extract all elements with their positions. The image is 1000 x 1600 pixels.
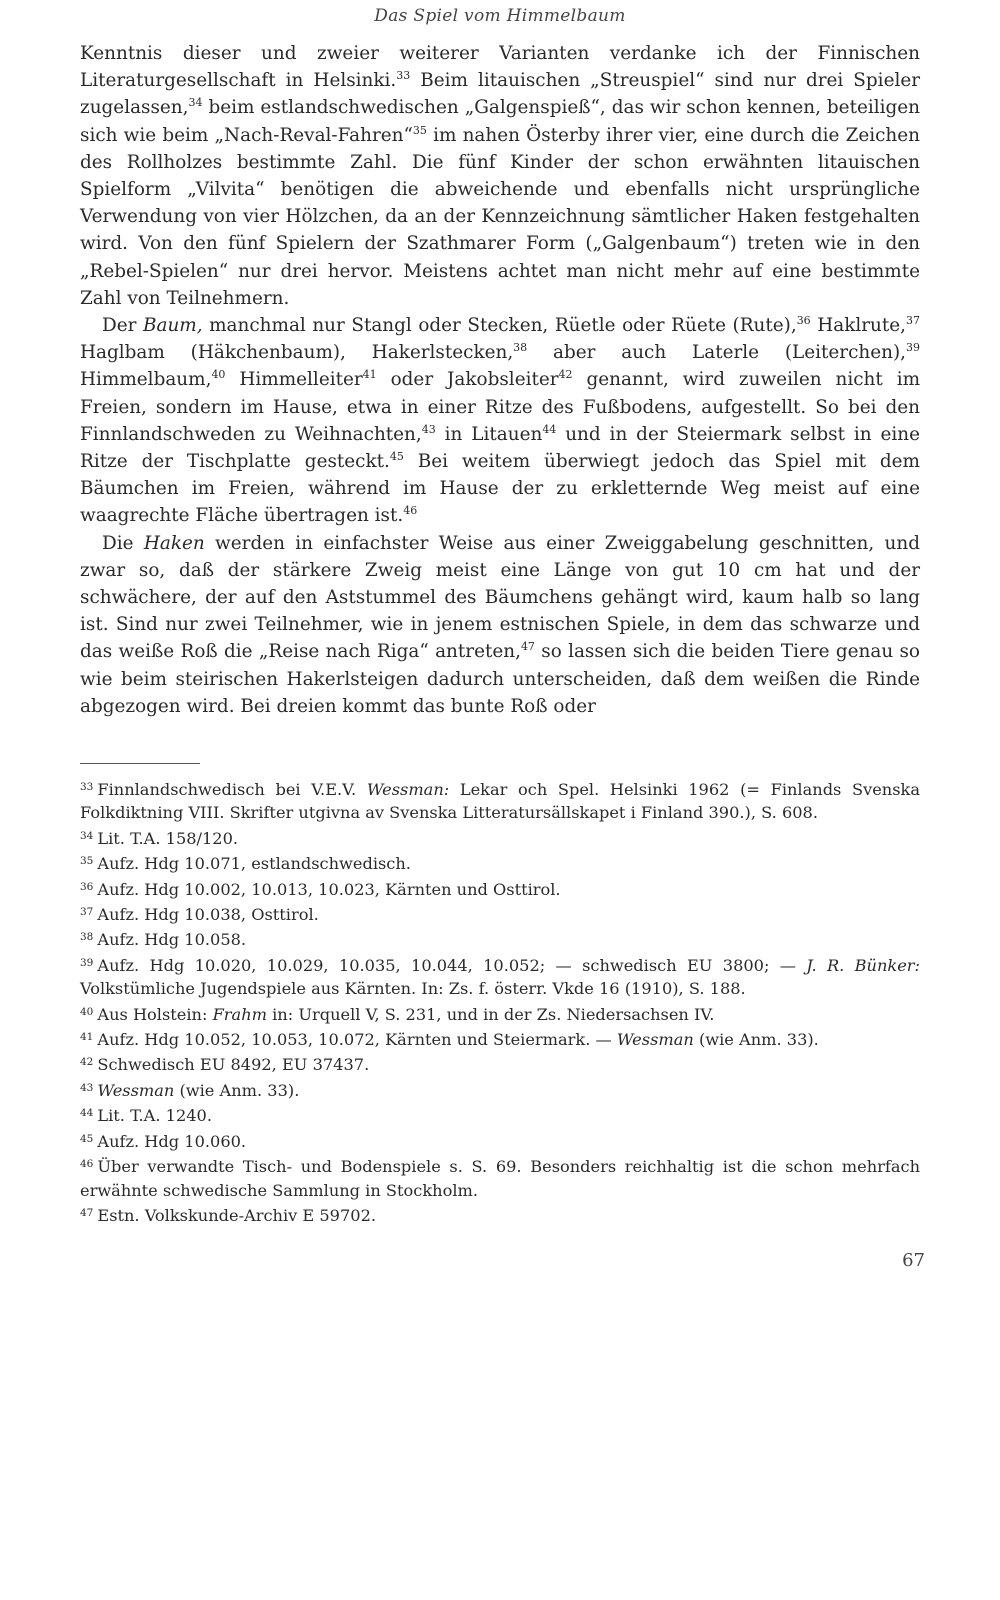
text-run: Finnlandschwedisch bei V.E.V. [97,780,367,799]
text-run: Aufz. Hdg 10.058. [97,930,247,950]
text-run: aber auch Laterle (Leiterchen), [527,342,906,364]
text-run: genannt, wird zuweilen nicht im Freien, sondern im Hause, etwa in einer Ritze des Fußbodens, aufgestellt. So bei den Finnlandschweden zu Weihnachten, [80,369,921,445]
text-run: Der [102,315,143,337]
text-run: Aufz. Hdg 10.020, 10.029, 10.035, 10.044, 10.052; — schwedisch EU 3800; — [97,955,807,975]
footnote-number: 42 [80,1056,94,1069]
footnote-number: 34 [80,829,94,842]
text-run: (wie Anm. 33). [693,1030,819,1050]
italic-text: J. R. Bünker: [806,955,920,975]
footnote-ref: 35 [412,123,427,137]
text-run: (wie Anm. 33). [174,1080,300,1100]
text-run: in: Urquell V, S. 231, und in der Zs. Niedersachsen IV. [266,1004,715,1024]
footnote [80,1102,920,1127]
text-run: Haglbam (Häkchenbaum), Hakerlstecken, [80,342,514,364]
text-run: Aufz. Hdg 10.071, estlandschwedisch. [97,854,411,874]
paragraph [80,312,920,530]
footnote-ref: 34 [188,96,203,110]
text-run: Aufz. Hdg 10.052, 10.053, 10.072, Kärnten und Steiermark. — [97,1030,617,1050]
text-run: Lit. T.A. 158/120. [97,828,239,848]
text-run: Himmelleiter [225,369,363,391]
italic-text: Haken [143,532,205,554]
footnote-number: 43 [80,1081,94,1094]
italic-text: Wessman [97,1080,175,1100]
body-text [80,40,920,720]
footnote-number: 41 [80,1031,94,1044]
footnote-number: 39 [80,956,94,969]
page-number: 67 [902,1250,925,1271]
footnotes [80,776,920,1227]
footnote-number: 37 [80,906,94,919]
text-run: Über verwandte Tisch- und Bodenspiele s. S. 69. Besonders reichhaltig ist die schon mehrfach erwähnte schwedische Sammlung in Stockholm. [80,1157,920,1200]
text-run: manchmal nur Stangl oder Stecken, Rüetle oder Rüete (Rute), [202,315,797,337]
footnote-number: 46 [80,1158,94,1171]
text-run: Aufz. Hdg 10.002, 10.013, 10.023, Kärnten und Osttirol. [97,879,561,899]
text-run: oder Jakobsleiter [376,369,559,391]
footnote-ref: 39 [906,341,920,355]
footnote-ref: 42 [558,368,573,382]
footnote-ref: 47 [520,640,535,654]
paragraph [80,530,920,720]
footnote [80,901,920,926]
footnote-ref: 38 [513,341,528,355]
footnote-number: 44 [80,1107,94,1120]
text-run: Aufz. Hdg 10.038, Osttirol. [97,905,319,925]
text-run: Schwedisch EU 8492, EU 37437. [97,1055,370,1075]
footnote [80,1153,920,1202]
footnote-ref: 36 [796,314,811,328]
italic-text: Frahm [212,1004,267,1024]
text-run: Haklrute, [810,315,907,337]
footnote [80,850,920,875]
footnote [80,926,920,951]
footnote-ref: 41 [362,368,377,382]
footnote [80,876,920,901]
text-run: beim estlandschwedischen „Galgenspieß“, das wir schon kennen, beteiligen sich wie beim „Nach-Reval-Fahren“ [80,97,920,146]
footnote-ref: 46 [403,504,418,518]
italic-text: Wessman: [366,780,450,799]
footnote-ref: 37 [906,314,921,328]
footnote-ref: 40 [211,368,226,382]
footnote-ref: 33 [396,69,411,83]
italic-text: Baum, [142,315,203,337]
text-run: Volkstümliche Jugendspiele aus Kärnten. In: Zs. f. österr. Vkde 16 (1910), S. 188. [80,979,746,999]
text-run: Beim litauischen „Streuspiel“ sind nur drei Spieler zugelassen, [80,70,921,119]
footnote-number: 33 [80,781,94,793]
text-run: so lassen sich die beiden Tiere genau so wie beim steirischen Hakerlsteigen dadurch unterscheiden, daß dem weißen die Rinde abgezogen wird. Bei dreien kommt das bunte Roß oder [80,641,920,717]
text-run: Kenntnis dieser und zweier weiterer Varianten verdanke ich der Finnischen Literaturgesellschaft in Helsinki. [80,43,920,92]
footnote [80,1077,920,1102]
footnote-ref: 43 [421,422,436,436]
footnote-number: 45 [80,1132,94,1145]
text-run: und in der Steiermark selbst in eine Ritze der Tischplatte gesteckt. [80,423,920,473]
paragraph [80,40,920,312]
footnote [80,1202,920,1227]
footnote [80,825,920,850]
text-run: Himmelbaum, [80,369,212,391]
running-head: Das Spiel vom Himmelbaum [374,6,626,26]
text-run: Aufz. Hdg 10.060. [97,1131,247,1151]
footnote [80,1001,920,1026]
text-run: Lekar och Spel. Helsinki 1962 (= Finlands Svenska Folkdiktning VIII. Skrifter utgivna av Svenska Litteratursällskapet i Finland 390.), S. 608. [80,780,920,823]
footnote [80,1128,920,1153]
footnote-number: 38 [80,931,94,944]
footnote-ref: 45 [389,450,404,464]
footnote [80,952,920,1001]
footnote-number: 40 [80,1005,94,1018]
text-run: in Litauen [435,423,543,445]
text-run: Lit. T.A. 1240. [97,1106,212,1126]
footnote-number: 35 [80,855,94,868]
italic-text: Wessman [616,1030,694,1050]
text-run: im nahen Österby ihrer vier, eine durch die Zeichen des Rollholzes bestimmte Zahl. Die fünf Kinder der schon erwähnten litauischen Spielform „Vilvita“ benötigen die abweichende und ebenfalls nicht ursprüngliche Verwendung von vier Hölzchen, da an der Kennzeichnung sämtlicher Haken festgehalten wird. Von den fünf Spielern der Szathmarer Form („Galgenbaum“) treten wie in den „Rebel-Spielen“ nur drei hervor. Meistens achtet man nicht mehr auf eine bestimmte Zahl von Teilnehmern. [80,124,920,309]
footnote [80,1026,920,1051]
text-run: Die [102,532,144,554]
text-run: Aus Holstein: [97,1004,213,1024]
footnote-divider [80,763,200,764]
footnote [80,776,920,825]
footnote-number: 36 [80,880,94,893]
text-run: werden in einfachster Weise aus einer Zweiggabelung geschnitten, und zwar so, daß der stärkere Zweig meist eine Länge von gut 10 cm hat und der schwächere, der auf den Aststummel des Bäumchens gehängt wird, kaum halb so lang ist. Sind nur zwei Teilnehmer, wie in jenem estnischen Spiele, in dem das schwarze und das weiße Roß die „Reise nach Riga“ antreten, [80,532,920,663]
footnote [80,1051,920,1076]
footnote-number: 47 [80,1206,94,1219]
text-run: Bei weitem überwiegt jedoch das Spiel mit dem Bäumchen im Freien, während im Hause der zu erkletternde Weg meist auf eine waagrechte Fläche übertragen ist. [80,451,920,527]
text-run: Estn. Volkskunde-Archiv E 59702. [97,1205,377,1225]
footnote-ref: 44 [542,422,557,436]
